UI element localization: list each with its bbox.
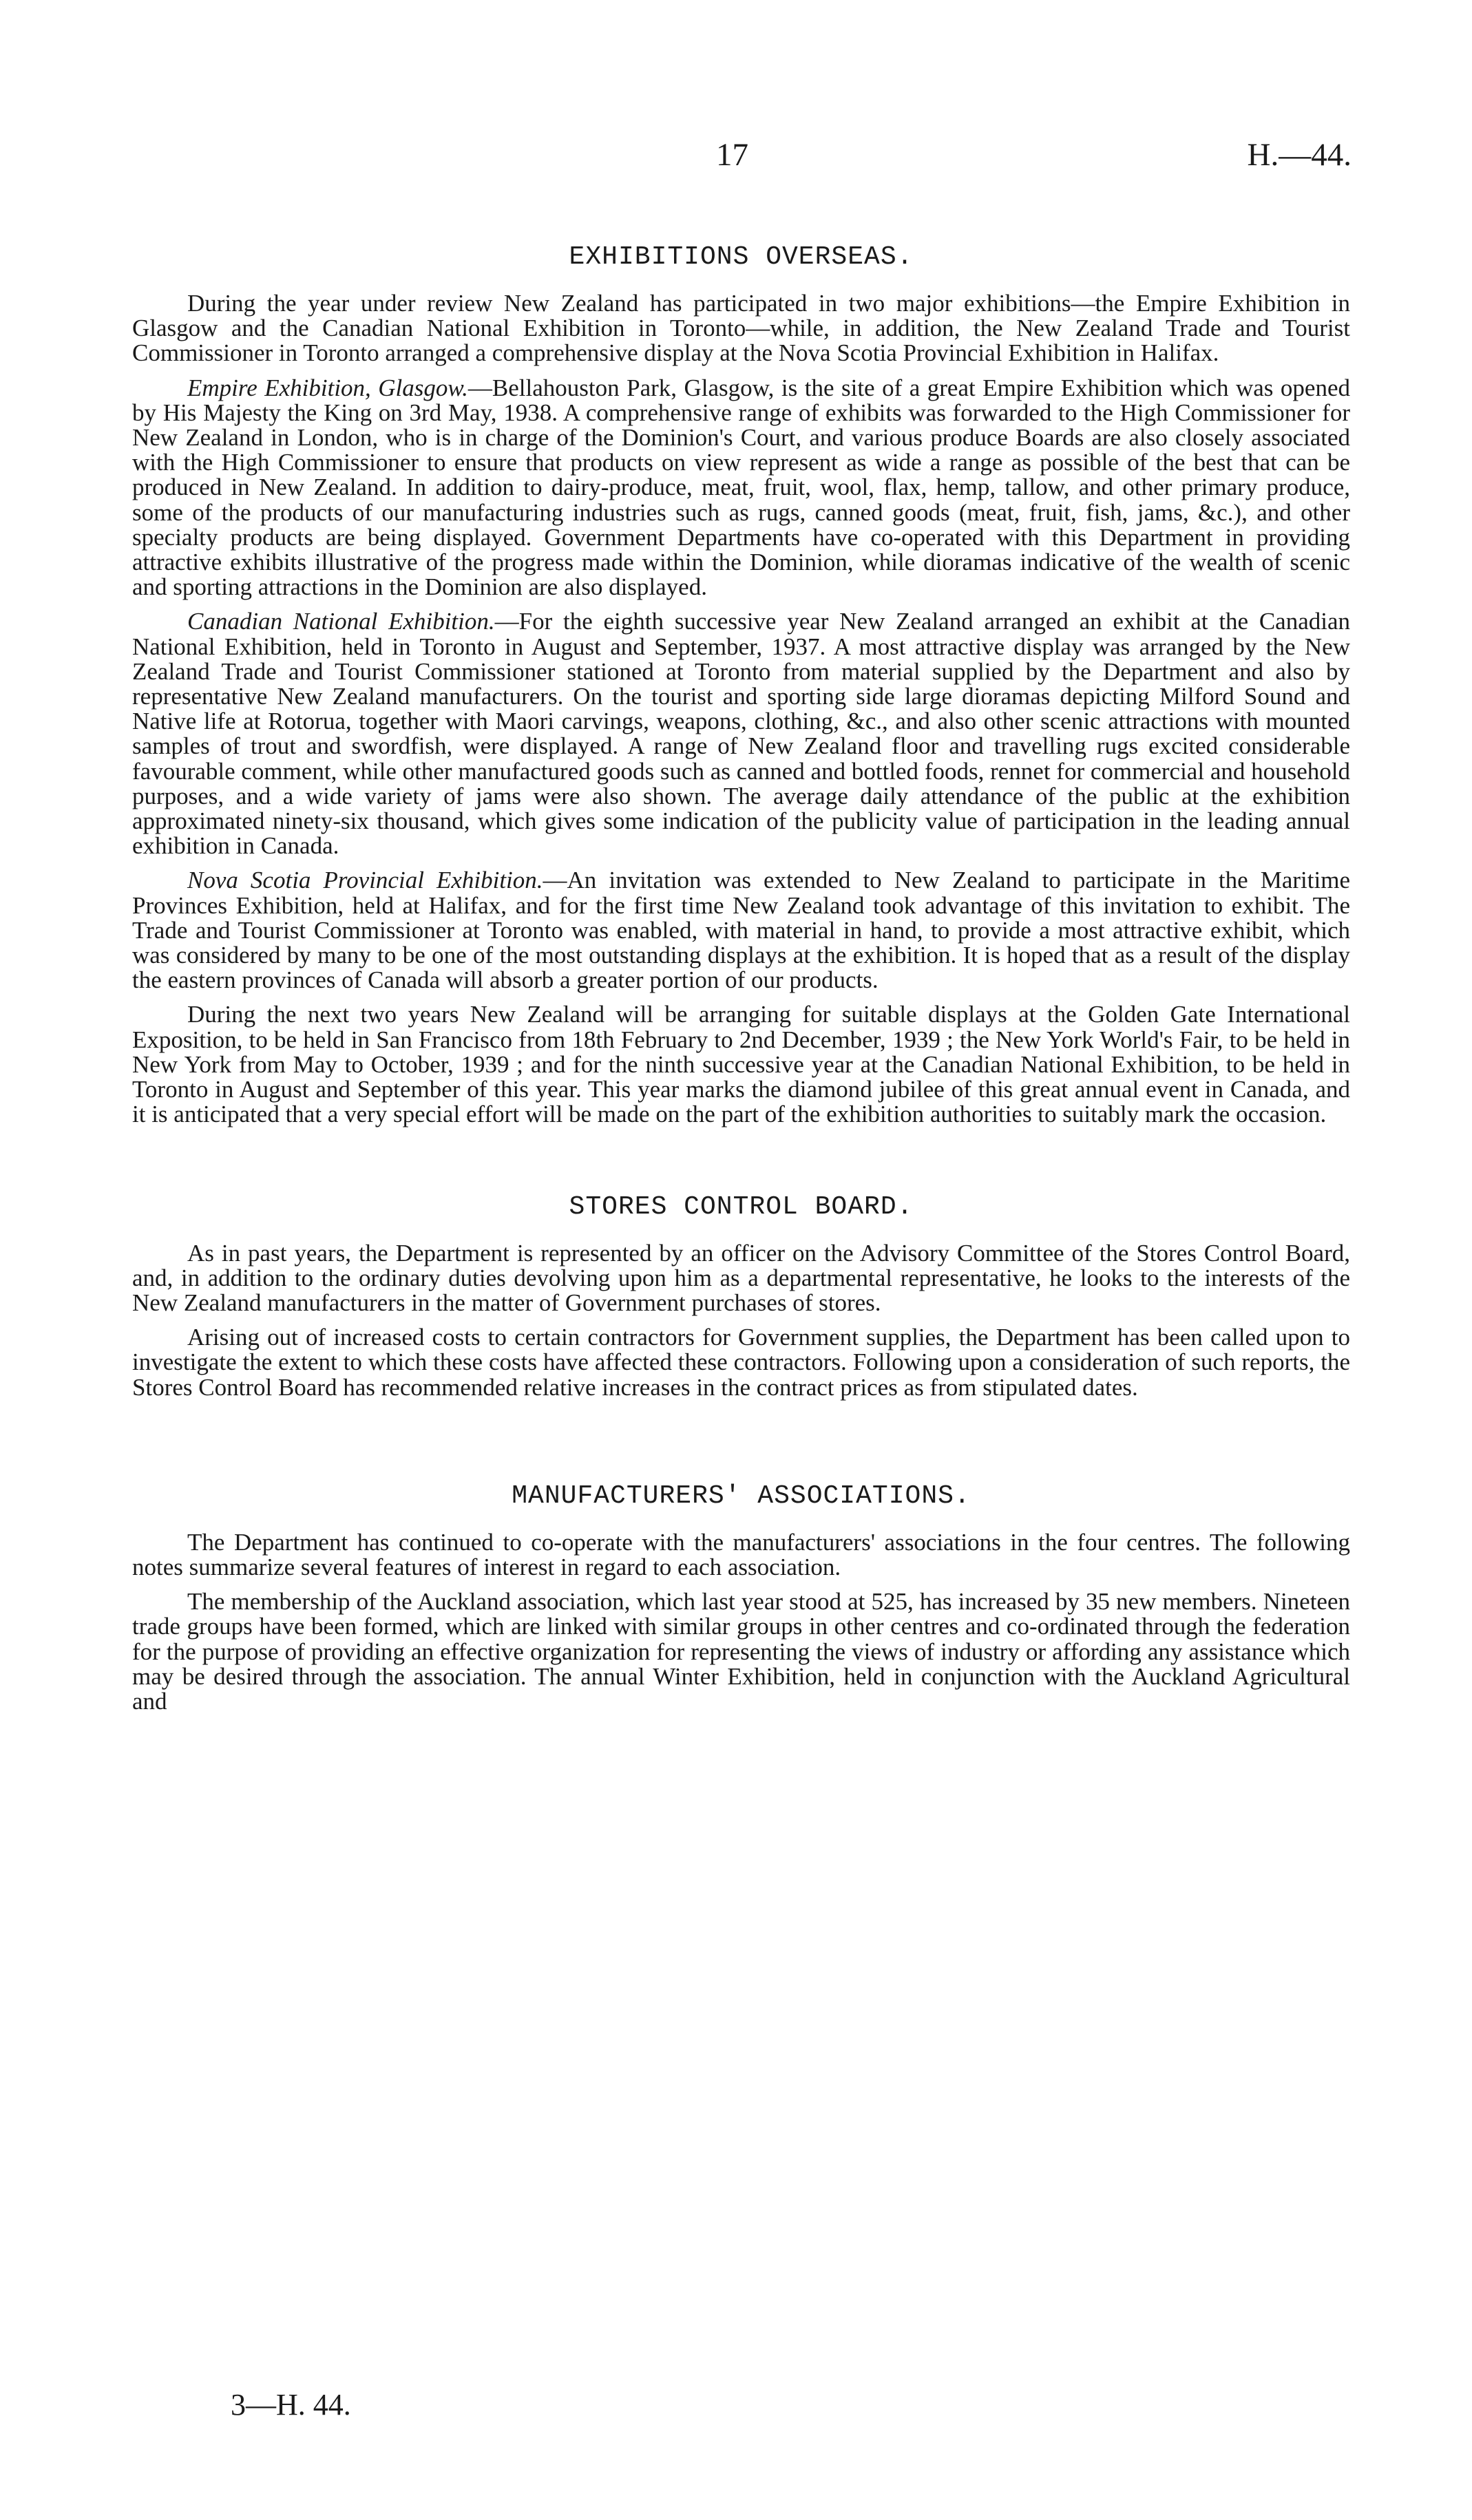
section-spacer <box>132 1410 1350 1481</box>
paragraph <box>132 1002 1350 1127</box>
paragraph <box>132 291 1350 366</box>
paragraph <box>132 1589 1350 1714</box>
paragraph <box>132 1241 1350 1316</box>
paragraph-lead: Canadian National Exhibition. <box>187 608 495 635</box>
section-exhibitions-overseas <box>132 242 1350 1127</box>
paragraph-text: —An invitation was extended to New Zealand to participate in the Maritime Provinces Exhibition, held at Halifax, and for the first time New Zealand took advantage of this invitation to exhibit. The Trade and Tourist Commissioner at Toronto was enabled, with material in hand, to provide a most attractive exhibit, which was considered by many to be one of the most outstanding displays at the exhibition. It is hoped that as a result of the display the eastern provinces of Canada will absorb a greater portion of our products. <box>132 867 1350 994</box>
paragraph-text: During the next two years New Zealand will be arranging for suitable displays at the Golden Gate International Exposition, to be held in San Francisco from 18th February to 2nd December, 1939 ; the New York World's Fair, to be held in New York from May to October, 1939 ; and for the ninth successive year at the Canadian National Exhibition, to be held in Toronto in August and September of this year. This year marks the diamond jubilee of this great annual event in Canada, and it is anticipated that a very special effort will be made on the part of the exhibition authorities to suitably mark the occasion. <box>132 1001 1350 1128</box>
section-manufacturers-associations <box>132 1481 1350 1714</box>
page-reference: H.—44. <box>1247 137 1352 173</box>
page-number: 17 <box>716 137 748 173</box>
paragraph-text: —For the eighth successive year New Zealand arranged an exhibit at the Canadian National Exhibition, held in Toronto in August and September, 1937. A most attractive display was arranged by the New Zealand Trade and Tourist Commissioner stationed at Toronto from material supplied by the Department and also by representative New Zealand manufacturers. On the tourist and sporting side large dioramas depicting Milford Sound and Native life at Rotorua, together with Maori carvings, weapons, clothing, &c., and also other scenic attractions with mounted samples of trout and swordfish, were displayed. A range of New Zealand floor and travelling rugs excited considerable favourable comment, while other manufactured goods such as canned and bottled foods, rennet for commercial and household purposes, and a wide variety of jams were also shown. The average daily attendance of the public at the exhibition approximated ninety-six thousand, which gives some indication of the publicity value of participation in the leading annual exhibition in Canada. <box>132 608 1350 860</box>
paragraph <box>132 868 1350 993</box>
paragraph <box>132 609 1350 858</box>
document-body <box>132 242 1350 1724</box>
paragraph-text: During the year under review New Zealand has participated in two major exhibitions—the Empire Exhibition in Glasgow and the Canadian National Exhibition in Toronto—while, in addition, the New Zealand Trade and Tourist Commissioner in Toronto arranged a comprehensive display at the Nova Scotia Provincial Exhibition in Halifax. <box>132 290 1350 367</box>
paragraph-text: —Bellahouston Park, Glasgow, is the site of a great Empire Exhibition which was opened by His Majesty the King on 3rd May, 1938. A comprehensive range of exhibits was forwarded to the High Commissioner for New Zealand in London, who is in charge of the Dominion's Court, and various produce Boards are also closely associated with the High Commissioner to ensure that products on view represent as wide a range as possible of the best that can be produced in New Zealand. In addition to dairy-produce, meat, fruit, wool, flax, hemp, tallow, and other primary produce, some of the products of our manufacturing industries such as rugs, canned goods (meat, fruit, fish, jams, &c.), and other specialty products are being displayed. Government Departments have co-operated with this Department in providing attractive exhibits illustrative of the progress made within the Dominion, while dioramas indicative of the wealth of scenic and sporting attractions in the Dominion are also displayed. <box>132 374 1350 601</box>
signature-mark: 3—H. 44. <box>231 2388 351 2422</box>
paragraph-text: Arising out of increased costs to certain contractors for Government supplies, the Department has been called upon to investigate the extent to which these costs have affected these contractors. Following upon a consideration of such reports, the Stores Control Board has recommended relative increases in the contract prices as from stipulated dates. <box>132 1324 1350 1401</box>
paragraph <box>132 376 1350 600</box>
paragraph-text: As in past years, the Department is represented by an officer on the Advisory Committee of the Stores Control Board, and, in addition to the ordinary duties devolving upon him as a departmental representative, he looks to the interests of the New Zealand manufacturers in the matter of Government purchases of stores. <box>132 1239 1350 1316</box>
paragraph <box>132 1325 1350 1400</box>
section-heading: MANUFACTURERS' ASSOCIATIONS. <box>512 1481 971 1511</box>
section-stores-control-board <box>132 1192 1350 1400</box>
paragraph <box>132 1530 1350 1580</box>
section-spacer <box>132 1137 1350 1192</box>
paragraph-text: The membership of the Auckland association, which last year stood at 525, has increased by 35 new members. Nineteen trade groups have been formed, which are linked with similar groups in other centres and co-ordinated through the federation for the purpose of providing an effective organization for representing the views of industry or affording any assistance which may be desired through the association. The annual Winter Exhibition, held in conjunction with the Auckland Agricultural and <box>132 1588 1350 1715</box>
paragraph-text: The Department has continued to co-operate with the manufacturers' associations in the four centres. The following notes summarize several features of interest in regard to each association. <box>132 1528 1350 1580</box>
paragraph-lead: Empire Exhibition, Glasgow. <box>187 374 468 401</box>
section-heading: EXHIBITIONS OVERSEAS. <box>569 242 914 272</box>
section-heading: STORES CONTROL BOARD. <box>569 1192 914 1222</box>
paragraph-lead: Nova Scotia Provincial Exhibition. <box>187 867 543 894</box>
